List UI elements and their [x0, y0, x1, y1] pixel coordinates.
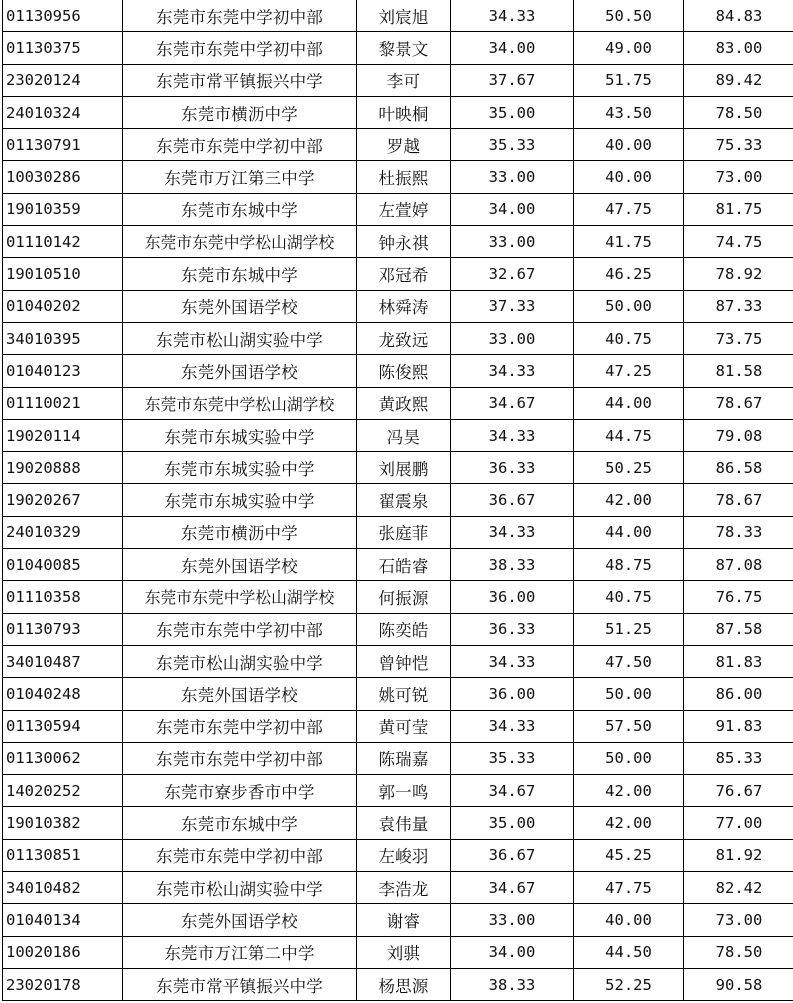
student-id-cell: 23020124: [3, 64, 123, 96]
total-score-cell: 87.58: [684, 613, 793, 645]
student-name-cell: 龙致远: [357, 322, 451, 354]
total-score-cell: 81.58: [684, 355, 793, 387]
score-2-cell: 44.75: [574, 419, 684, 451]
score-1-cell: 36.00: [451, 678, 574, 710]
score-1-cell: 37.33: [451, 290, 574, 322]
school-name-cell: 东莞市东莞中学松山湖学校: [123, 226, 357, 258]
student-name-cell: 曾钟恺: [357, 645, 451, 677]
student-id-cell: 34010395: [3, 322, 123, 354]
total-score-cell: 83.00: [684, 32, 793, 64]
student-id-cell: 01040085: [3, 549, 123, 581]
school-name-cell: 东莞市松山湖实验中学: [123, 872, 357, 904]
student-id-cell: 01130375: [3, 32, 123, 64]
total-score-cell: 73.00: [684, 904, 793, 936]
total-score-cell: 84.83: [684, 0, 793, 32]
table-row: [3, 742, 793, 774]
score-2-cell: 51.25: [574, 613, 684, 645]
student-id-cell: 01130793: [3, 613, 123, 645]
table-row: [3, 32, 793, 64]
student-id-cell: 19010359: [3, 193, 123, 225]
school-name-cell: 东莞市常平镇振兴中学: [123, 64, 357, 96]
score-2-cell: 52.25: [574, 968, 684, 1000]
score-2-cell: 44.00: [574, 516, 684, 548]
total-score-cell: 85.33: [684, 742, 793, 774]
score-table-body: [3, 0, 793, 1001]
table-row: [3, 322, 793, 354]
table-row: [3, 807, 793, 839]
score-1-cell: 34.00: [451, 32, 574, 64]
student-name-cell: 杨思源: [357, 968, 451, 1000]
score-1-cell: 38.33: [451, 968, 574, 1000]
school-name-cell: 东莞市东城实验中学: [123, 484, 357, 516]
student-id-cell: 01130956: [3, 0, 123, 32]
student-id-cell: 01040248: [3, 678, 123, 710]
student-name-cell: 左峻羽: [357, 839, 451, 871]
score-1-cell: 35.00: [451, 96, 574, 128]
score-2-cell: 41.75: [574, 226, 684, 258]
student-id-cell: 01130062: [3, 742, 123, 774]
score-1-cell: 34.33: [451, 516, 574, 548]
total-score-cell: 78.50: [684, 936, 793, 968]
score-1-cell: 32.67: [451, 258, 574, 290]
total-score-cell: 81.75: [684, 193, 793, 225]
score-1-cell: 37.67: [451, 64, 574, 96]
score-2-cell: 47.75: [574, 193, 684, 225]
school-name-cell: 东莞市东城中学: [123, 193, 357, 225]
total-score-cell: 77.00: [684, 807, 793, 839]
score-2-cell: 42.00: [574, 775, 684, 807]
score-2-cell: 44.00: [574, 387, 684, 419]
total-score-cell: 76.75: [684, 581, 793, 613]
total-score-cell: 87.33: [684, 290, 793, 322]
score-table: [2, 0, 793, 1001]
student-id-cell: 19010382: [3, 807, 123, 839]
table-row: [3, 226, 793, 258]
score-2-cell: 47.25: [574, 355, 684, 387]
student-id-cell: 14020252: [3, 775, 123, 807]
school-name-cell: 东莞市东莞中学初中部: [123, 0, 357, 32]
table-row: [3, 904, 793, 936]
total-score-cell: 81.92: [684, 839, 793, 871]
total-score-cell: 78.50: [684, 96, 793, 128]
score-2-cell: 40.75: [574, 322, 684, 354]
school-name-cell: 东莞外国语学校: [123, 678, 357, 710]
student-id-cell: 01110142: [3, 226, 123, 258]
school-name-cell: 东莞市松山湖实验中学: [123, 645, 357, 677]
total-score-cell: 76.67: [684, 775, 793, 807]
score-1-cell: 36.33: [451, 613, 574, 645]
student-id-cell: 01040134: [3, 904, 123, 936]
school-name-cell: 东莞外国语学校: [123, 290, 357, 322]
school-name-cell: 东莞市东莞中学初中部: [123, 710, 357, 742]
table-row: [3, 839, 793, 871]
school-name-cell: 东莞市横沥中学: [123, 96, 357, 128]
school-name-cell: 东莞市万江第三中学: [123, 161, 357, 193]
table-row: [3, 516, 793, 548]
total-score-cell: 90.58: [684, 968, 793, 1000]
score-1-cell: 36.33: [451, 452, 574, 484]
student-id-cell: 19010510: [3, 258, 123, 290]
student-name-cell: 陈奕皓: [357, 613, 451, 645]
table-row: [3, 678, 793, 710]
table-row: [3, 710, 793, 742]
score-2-cell: 43.50: [574, 96, 684, 128]
score-2-cell: 50.00: [574, 678, 684, 710]
student-id-cell: 19020267: [3, 484, 123, 516]
score-1-cell: 34.33: [451, 645, 574, 677]
table-row: [3, 129, 793, 161]
table-row: [3, 936, 793, 968]
student-id-cell: 19020888: [3, 452, 123, 484]
total-score-cell: 86.58: [684, 452, 793, 484]
school-name-cell: 东莞市东城实验中学: [123, 452, 357, 484]
school-name-cell: 东莞市万江第二中学: [123, 936, 357, 968]
student-name-cell: 罗越: [357, 129, 451, 161]
total-score-cell: 78.33: [684, 516, 793, 548]
score-2-cell: 48.75: [574, 549, 684, 581]
score-2-cell: 40.75: [574, 581, 684, 613]
total-score-cell: 86.00: [684, 678, 793, 710]
table-row: [3, 452, 793, 484]
score-2-cell: 45.25: [574, 839, 684, 871]
score-1-cell: 34.00: [451, 193, 574, 225]
table-row: [3, 613, 793, 645]
student-id-cell: 01110021: [3, 387, 123, 419]
table-row: [3, 419, 793, 451]
score-1-cell: 34.33: [451, 355, 574, 387]
student-name-cell: 翟震泉: [357, 484, 451, 516]
student-name-cell: 林舜涛: [357, 290, 451, 322]
score-1-cell: 33.00: [451, 322, 574, 354]
table-row: [3, 290, 793, 322]
score-1-cell: 33.00: [451, 226, 574, 258]
table-row: [3, 96, 793, 128]
student-id-cell: 01130851: [3, 839, 123, 871]
score-2-cell: 49.00: [574, 32, 684, 64]
table-row: [3, 775, 793, 807]
school-name-cell: 东莞市东莞中学初中部: [123, 839, 357, 871]
student-id-cell: 10020186: [3, 936, 123, 968]
total-score-cell: 91.83: [684, 710, 793, 742]
student-id-cell: 24010329: [3, 516, 123, 548]
student-name-cell: 钟永祺: [357, 226, 451, 258]
score-2-cell: 42.00: [574, 807, 684, 839]
score-1-cell: 35.33: [451, 742, 574, 774]
score-2-cell: 57.50: [574, 710, 684, 742]
student-id-cell: 34010482: [3, 872, 123, 904]
table-row: [3, 581, 793, 613]
score-2-cell: 40.00: [574, 129, 684, 161]
score-1-cell: 34.67: [451, 775, 574, 807]
total-score-cell: 78.92: [684, 258, 793, 290]
table-row: [3, 161, 793, 193]
student-name-cell: 杜振熙: [357, 161, 451, 193]
total-score-cell: 89.42: [684, 64, 793, 96]
student-id-cell: 01130791: [3, 129, 123, 161]
student-id-cell: 34010487: [3, 645, 123, 677]
score-2-cell: 42.00: [574, 484, 684, 516]
score-1-cell: 34.67: [451, 872, 574, 904]
school-name-cell: 东莞市东莞中学初中部: [123, 613, 357, 645]
student-id-cell: 01040202: [3, 290, 123, 322]
school-name-cell: 东莞外国语学校: [123, 355, 357, 387]
table-row: [3, 258, 793, 290]
student-name-cell: 陈瑞嘉: [357, 742, 451, 774]
school-name-cell: 东莞外国语学校: [123, 549, 357, 581]
school-name-cell: 东莞市东莞中学初中部: [123, 32, 357, 64]
student-name-cell: 刘骐: [357, 936, 451, 968]
student-name-cell: 张庭菲: [357, 516, 451, 548]
score-1-cell: 36.67: [451, 484, 574, 516]
school-name-cell: 东莞外国语学校: [123, 904, 357, 936]
score-1-cell: 33.00: [451, 904, 574, 936]
student-name-cell: 李浩龙: [357, 872, 451, 904]
table-row: [3, 193, 793, 225]
total-score-cell: 81.83: [684, 645, 793, 677]
student-name-cell: 冯昊: [357, 419, 451, 451]
student-name-cell: 刘展鹏: [357, 452, 451, 484]
student-name-cell: 袁伟量: [357, 807, 451, 839]
score-1-cell: 35.33: [451, 129, 574, 161]
score-1-cell: 34.33: [451, 710, 574, 742]
total-score-cell: 78.67: [684, 484, 793, 516]
school-name-cell: 东莞市松山湖实验中学: [123, 322, 357, 354]
score-2-cell: 46.25: [574, 258, 684, 290]
school-name-cell: 东莞市东莞中学初中部: [123, 129, 357, 161]
score-2-cell: 50.50: [574, 0, 684, 32]
score-2-cell: 51.75: [574, 64, 684, 96]
school-name-cell: 东莞市东莞中学松山湖学校: [123, 387, 357, 419]
table-row: [3, 645, 793, 677]
score-1-cell: 33.00: [451, 161, 574, 193]
student-name-cell: 陈俊熙: [357, 355, 451, 387]
score-1-cell: 34.33: [451, 0, 574, 32]
table-row: [3, 872, 793, 904]
student-name-cell: 谢睿: [357, 904, 451, 936]
table-row: [3, 0, 793, 32]
total-score-cell: 87.08: [684, 549, 793, 581]
student-id-cell: 01130594: [3, 710, 123, 742]
table-row: [3, 355, 793, 387]
student-id-cell: 19020114: [3, 419, 123, 451]
student-name-cell: 黎景文: [357, 32, 451, 64]
table-row: [3, 387, 793, 419]
student-id-cell: 10030286: [3, 161, 123, 193]
student-id-cell: 23020178: [3, 968, 123, 1000]
school-name-cell: 东莞市横沥中学: [123, 516, 357, 548]
student-name-cell: 郭一鸣: [357, 775, 451, 807]
total-score-cell: 73.00: [684, 161, 793, 193]
score-1-cell: 36.67: [451, 839, 574, 871]
school-name-cell: 东莞市东城中学: [123, 807, 357, 839]
student-name-cell: 邓冠希: [357, 258, 451, 290]
total-score-cell: 82.42: [684, 872, 793, 904]
table-row: [3, 484, 793, 516]
student-name-cell: 黄可莹: [357, 710, 451, 742]
school-name-cell: 东莞市东城实验中学: [123, 419, 357, 451]
school-name-cell: 东莞市东莞中学初中部: [123, 742, 357, 774]
student-name-cell: 黄政熙: [357, 387, 451, 419]
student-id-cell: 24010324: [3, 96, 123, 128]
total-score-cell: 73.75: [684, 322, 793, 354]
student-name-cell: 何振源: [357, 581, 451, 613]
student-name-cell: 叶映桐: [357, 96, 451, 128]
total-score-cell: 79.08: [684, 419, 793, 451]
score-2-cell: 40.00: [574, 161, 684, 193]
table-row: [3, 968, 793, 1000]
school-name-cell: 东莞市常平镇振兴中学: [123, 968, 357, 1000]
score-1-cell: 34.33: [451, 419, 574, 451]
student-name-cell: 李可: [357, 64, 451, 96]
school-name-cell: 东莞市寮步香市中学: [123, 775, 357, 807]
student-name-cell: 石皓睿: [357, 549, 451, 581]
school-name-cell: 东莞市东莞中学松山湖学校: [123, 581, 357, 613]
score-2-cell: 50.00: [574, 290, 684, 322]
student-id-cell: 01040123: [3, 355, 123, 387]
score-2-cell: 50.25: [574, 452, 684, 484]
score-2-cell: 50.00: [574, 742, 684, 774]
score-2-cell: 44.50: [574, 936, 684, 968]
student-name-cell: 左萱婷: [357, 193, 451, 225]
total-score-cell: 78.67: [684, 387, 793, 419]
table-row: [3, 64, 793, 96]
score-1-cell: 34.67: [451, 387, 574, 419]
student-name-cell: 姚可锐: [357, 678, 451, 710]
score-2-cell: 40.00: [574, 904, 684, 936]
school-name-cell: 东莞市东城中学: [123, 258, 357, 290]
score-2-cell: 47.50: [574, 645, 684, 677]
score-1-cell: 36.00: [451, 581, 574, 613]
total-score-cell: 74.75: [684, 226, 793, 258]
student-id-cell: 01110358: [3, 581, 123, 613]
score-2-cell: 47.75: [574, 872, 684, 904]
table-row: [3, 549, 793, 581]
score-1-cell: 34.00: [451, 936, 574, 968]
score-1-cell: 35.00: [451, 807, 574, 839]
student-name-cell: 刘宸旭: [357, 0, 451, 32]
score-1-cell: 38.33: [451, 549, 574, 581]
total-score-cell: 75.33: [684, 129, 793, 161]
